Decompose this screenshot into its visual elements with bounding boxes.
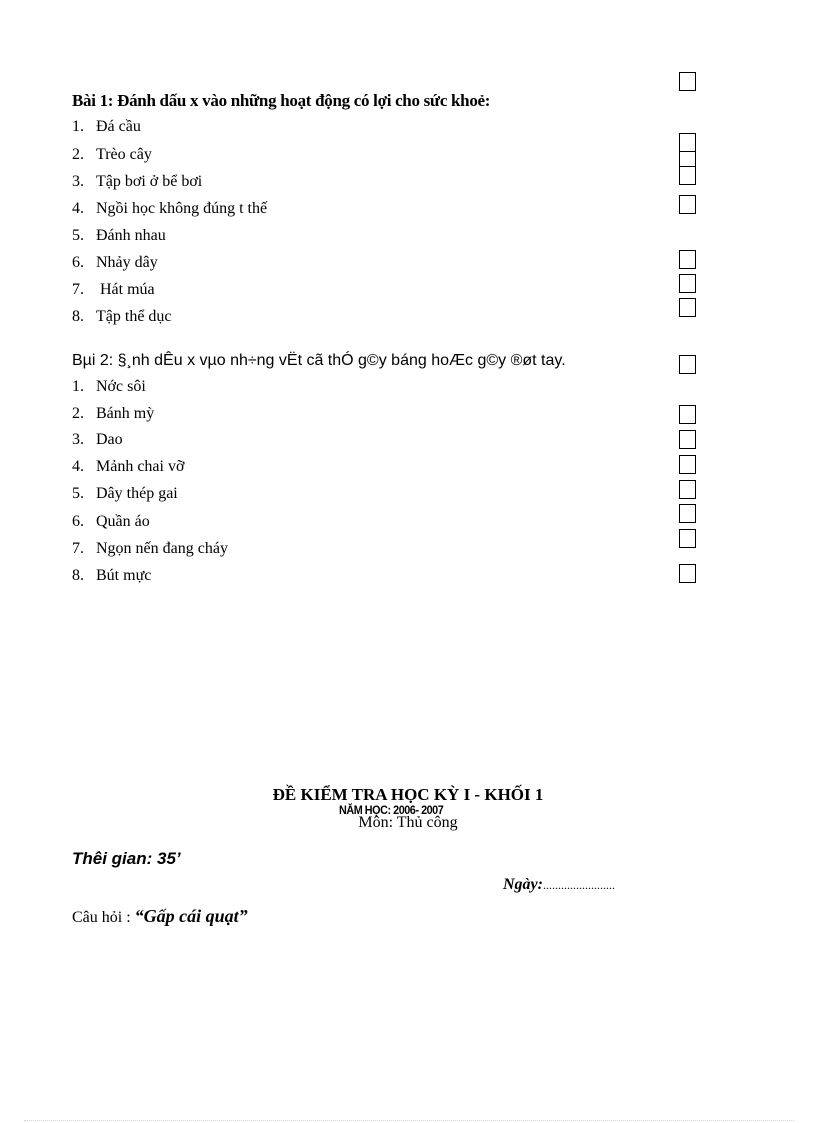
- list-item: 8. Tập thể dục: [72, 308, 172, 325]
- date-label: Ngày:: [503, 876, 543, 893]
- checkbox[interactable]: [679, 564, 696, 583]
- checkbox[interactable]: [679, 529, 696, 548]
- list-item: 4. Mảnh chai vỡ: [72, 458, 185, 475]
- checkbox[interactable]: [679, 480, 696, 499]
- checkbox[interactable]: [679, 195, 696, 214]
- list-item: 5. Đánh nhau: [72, 227, 166, 244]
- question: [72, 906, 248, 927]
- checkbox[interactable]: [679, 298, 696, 317]
- question-text: “Gấp cái quạt”: [134, 906, 248, 926]
- exercise1-heading: Bài 1: Đánh dấu x vào những hoạt động có lợi cho sức khoẻ:: [72, 91, 491, 110]
- question-label: Câu hỏi :: [72, 909, 131, 926]
- checkbox[interactable]: [679, 455, 696, 474]
- list-item: 1. Đá cầu: [72, 118, 141, 135]
- checkbox[interactable]: [679, 355, 696, 374]
- list-item: 6. Nhảy dây: [72, 254, 158, 271]
- checkbox[interactable]: [679, 166, 696, 185]
- checkbox[interactable]: [679, 133, 696, 152]
- list-item: 8. Bút mực: [72, 567, 152, 584]
- checkbox[interactable]: [679, 504, 696, 523]
- page-bottom-divider: [24, 1120, 794, 1121]
- list-item: 7. Hát múa: [72, 281, 155, 298]
- checkbox[interactable]: [679, 250, 696, 269]
- list-item: 3. Dao: [72, 431, 123, 448]
- date-dots: ........................: [542, 878, 615, 892]
- list-item: 1. Nớc sôi: [72, 378, 146, 395]
- exam-time: Thêi gian: 35’: [72, 849, 181, 868]
- list-item: 2. Trèo cây: [72, 146, 152, 163]
- exercise2-heading: Bµi 2: §¸nh dÊu x vµo nh÷ng vËt cã thÓ g©y báng hoÆc g©y ®øt tay.: [72, 352, 566, 369]
- exam-subject: Môn: Thủ công: [358, 814, 458, 831]
- date-field: [503, 876, 615, 894]
- list-item: 2. Bánh mỳ: [72, 405, 155, 422]
- checkbox[interactable]: [679, 72, 696, 91]
- exam-year: NĂM HỌC: 2006- 2007: [339, 803, 444, 817]
- exam-title: ĐỀ KIỂM TRA HỌC KỲ I - KHỐI 1: [272, 785, 544, 804]
- list-item: 3. Tập bơi ở bể bơi: [72, 173, 203, 190]
- list-item: 7. Ngọn nến đang cháy: [72, 540, 228, 557]
- list-item: 4. Ngồi học không đúng t thế: [72, 200, 268, 217]
- checkbox[interactable]: [679, 405, 696, 424]
- checkbox[interactable]: [679, 430, 696, 449]
- list-item: 5. Dây thép gai: [72, 485, 178, 502]
- list-item: 6. Quần áo: [72, 513, 150, 530]
- checkbox[interactable]: [679, 274, 696, 293]
